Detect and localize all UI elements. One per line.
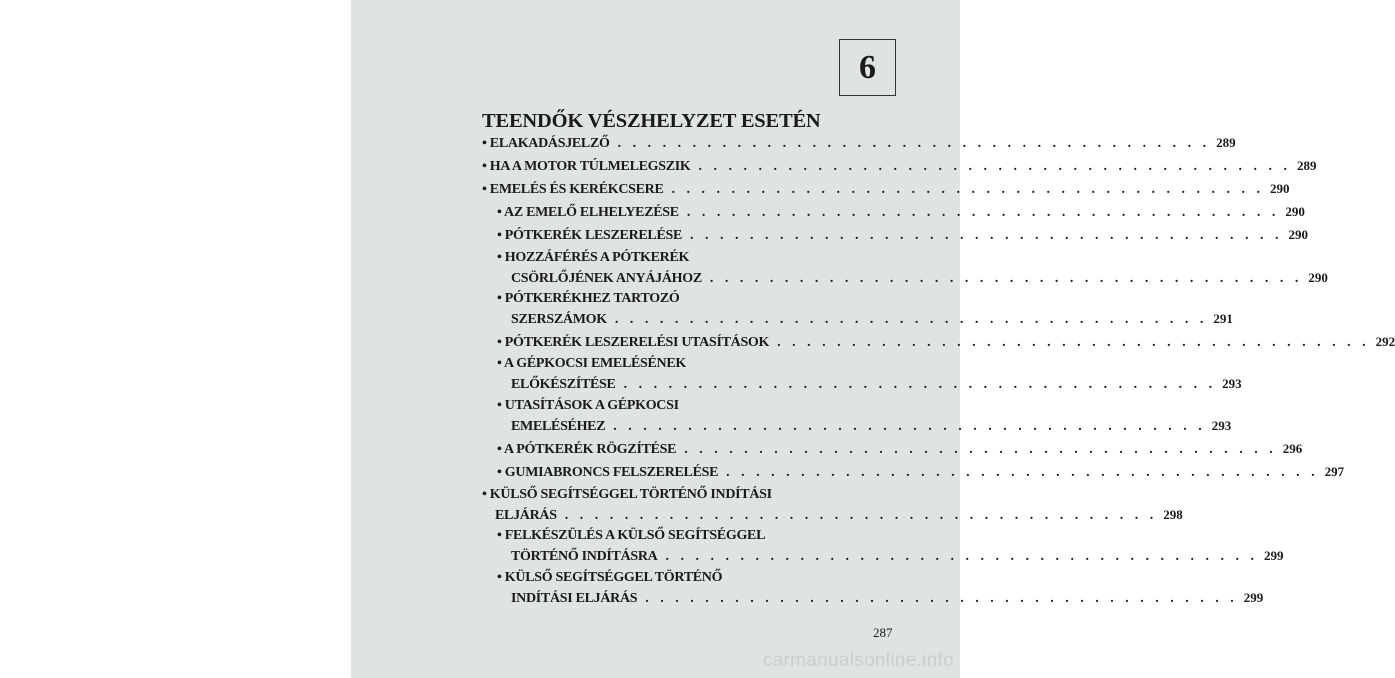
toc-entry-page: 299 — [1243, 590, 1264, 605]
toc-entry-emeles-kerekcsere[interactable] — [482, 179, 1290, 199]
dot-leader: . . . . . . . . . . . . . . . . . . . . . . . . . . . . . . . . . . . . . . . . — [623, 377, 1217, 392]
toc-entry-hozzaferes-csorlo[interactable] — [511, 268, 1328, 288]
toc-entry-felkeszules-inditasra[interactable] — [511, 546, 1284, 566]
toc-entry-label: • A PÓTKERÉK RÖGZÍTÉSE — [497, 442, 677, 457]
toc-entry-label: • GUMIABRONCS FELSZERELÉSE — [497, 465, 719, 480]
toc-entry-page: 289 — [1297, 158, 1317, 173]
toc-entry-label: • PÓTKERÉK LESZERELÉSI UTASÍTÁSOK — [497, 335, 770, 350]
toc-entry-emelesenek-elokeszitese[interactable] — [511, 374, 1242, 394]
dot-leader: . . . . . . . . . . . . . . . . . . . . . . . . . . . . . . . . . . . . . . . . — [617, 136, 1211, 151]
dot-leader: . . . . . . . . . . . . . . . . . . . . . . . . . . . . . . . . . . . . . . . . — [684, 442, 1277, 457]
toc-entry-kulso-inditasi-eljaras[interactable] — [495, 505, 1183, 525]
dot-leader: . . . . . . . . . . . . . . . . . . . . . . . . . . . . . . . . . . . . . . . . — [564, 508, 1158, 523]
dot-leader: . . . . . . . . . . . . . . . . . . . . . . . . . . . . . . . . . . . . . . . . — [726, 465, 1319, 480]
toc-entry-label: • EMELÉS ÉS KERÉKCSERE — [482, 182, 664, 197]
toc-entry-felkeszules-line1[interactable]: • FELKÉSZÜLÉS A KÜLSŐ SEGÍTSÉGGEL — [497, 528, 766, 543]
chapter-title: TEENDŐK VÉSZHELYZET ESETÉN — [482, 110, 821, 132]
toc-entry-emelesenek-line1[interactable]: • A GÉPKOCSI EMELÉSÉNEK — [497, 356, 686, 371]
dot-leader: . . . . . . . . . . . . . . . . . . . . . . . . . . . . . . . . . . . . . . . . — [671, 182, 1265, 197]
toc-entry-page: 289 — [1216, 135, 1236, 150]
toc-entry-page: 290 — [1270, 181, 1290, 196]
watermark: carmanualsonline.info — [762, 650, 954, 671]
toc-entry-emelo-elhelyezese[interactable] — [497, 202, 1305, 222]
toc-entry-utasitasok-emelesehez[interactable] — [511, 416, 1232, 436]
toc-entry-label: CSÖRLŐJÉNEK ANYÁJÁHOZ — [511, 271, 702, 286]
dot-leader: . . . . . . . . . . . . . . . . . . . . . . . . . . . . . . . . . . . . . . . . — [690, 228, 1283, 243]
toc-entry-page: 299 — [1264, 548, 1284, 563]
dot-leader: . . . . . . . . . . . . . . . . . . . . . . . . . . . . . . . . . . . . . . . . — [645, 591, 1238, 606]
toc-entry-label: ELJÁRÁS — [495, 508, 557, 523]
toc-entry-gumiabroncs-felszerelese[interactable] — [497, 462, 1345, 482]
toc-entry-label: • AZ EMELŐ ELHELYEZÉSE — [497, 205, 679, 220]
toc-entry-page: 290 — [1308, 270, 1328, 285]
dot-leader: . . . . . . . . . . . . . . . . . . . . . . . . . . . . . . . . . . . . . . . . — [709, 271, 1303, 286]
toc-entry-page: 292 — [1375, 334, 1395, 349]
dot-leader: . . . . . . . . . . . . . . . . . . . . . . . . . . . . . . . . . . . . . . . . — [614, 312, 1208, 327]
toc-entry-utasitasok-line1[interactable]: • UTASÍTÁSOK A GÉPKOCSI — [497, 398, 679, 413]
dot-leader: . . . . . . . . . . . . . . . . . . . . . . . . . . . . . . . . . . . . . . . . — [665, 549, 1258, 564]
toc-entry-elakadasjelzo[interactable] — [482, 133, 1236, 153]
toc-entry-page: 297 — [1324, 464, 1345, 479]
toc-entry-page: 290 — [1288, 227, 1309, 242]
dot-leader: . . . . . . . . . . . . . . . . . . . . . . . . . . . . . . . . . . . . . . . . — [686, 205, 1280, 220]
toc-entry-hozzaferes-line1[interactable]: • HOZZÁFÉRÉS A PÓTKERÉK — [497, 250, 690, 265]
toc-entry-kulso-tortenő-line1[interactable]: • KÜLSŐ SEGÍTSÉGGEL TÖRTÉNŐ — [497, 570, 723, 585]
toc-entry-inditasi-eljaras[interactable] — [511, 588, 1264, 608]
toc-entry-label: INDÍTÁSI ELJÁRÁS — [511, 591, 638, 606]
dot-leader: . . . . . . . . . . . . . . . . . . . . . . . . . . . . . . . . . . . . . . . . — [698, 159, 1291, 174]
toc-entry-label: • ELAKADÁSJELZŐ — [482, 136, 610, 151]
toc-entry-page: 293 — [1211, 418, 1232, 433]
chapter-number-box: 6 — [839, 39, 896, 96]
toc-entry-potkerek-leszerelese[interactable] — [497, 225, 1309, 245]
toc-entry-label: ELŐKÉSZÍTÉSE — [511, 377, 616, 392]
toc-entry-page: 296 — [1282, 441, 1303, 456]
toc-entry-label: EMELÉSÉHEZ — [511, 419, 606, 434]
toc-entry-page: 293 — [1222, 376, 1242, 391]
toc-entry-page: 290 — [1285, 204, 1305, 219]
toc-entry-potkerek-rogzitese[interactable] — [497, 439, 1303, 459]
toc-entry-leszerelesi-utasitasok[interactable] — [497, 332, 1395, 352]
toc-entry-label: • PÓTKERÉK LESZERELÉSE — [497, 228, 683, 243]
toc-entry-potkerekhez-line1[interactable]: • PÓTKERÉKHEZ TARTOZÓ — [497, 291, 680, 306]
dot-leader: . . . . . . . . . . . . . . . . . . . . . . . . . . . . . . . . . . . . . . . . — [777, 335, 1370, 350]
toc-entry-page: 291 — [1213, 311, 1233, 326]
page-number: 287 — [873, 625, 893, 640]
toc-entry-kulso-inditasi-line1[interactable]: • KÜLSŐ SEGÍTSÉGGEL TÖRTÉNŐ INDÍTÁSI — [482, 487, 772, 502]
toc-entry-label: • HA A MOTOR TÚLMELEGSZIK — [482, 159, 691, 174]
toc-entry-motor-tulmelegszik[interactable] — [482, 156, 1317, 176]
toc-entry-label: SZERSZÁMOK — [511, 312, 607, 327]
dot-leader: . . . . . . . . . . . . . . . . . . . . . . . . . . . . . . . . . . . . . . . . — [613, 419, 1206, 434]
toc-entry-label: TÖRTÉNŐ INDÍTÁSRA — [511, 549, 658, 564]
toc-entry-page: 298 — [1163, 507, 1183, 522]
toc-entry-potkerekhez-szerszamok[interactable] — [511, 309, 1233, 329]
